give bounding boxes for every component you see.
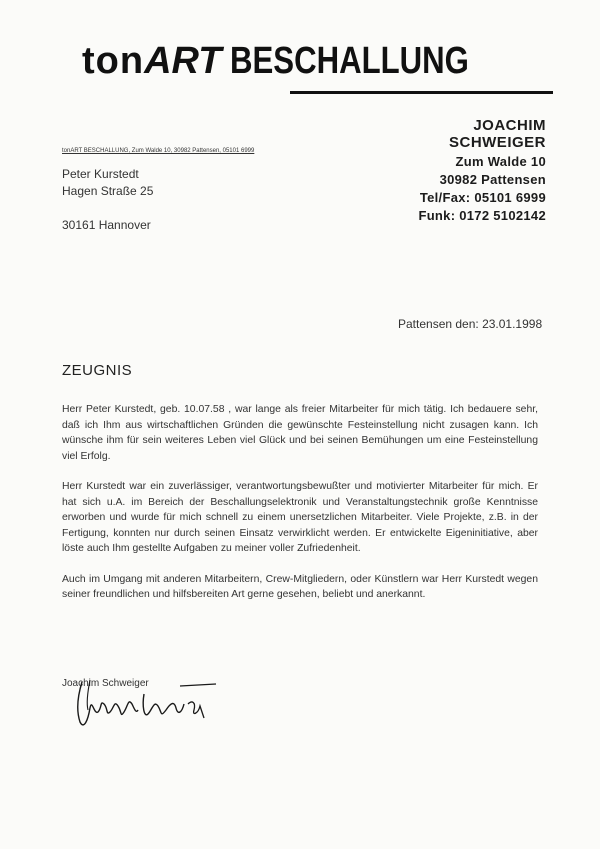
body-paragraph: Herr Peter Kurstedt, geb. 10.07.58 , war lange als freier Mitarbeiter für mich tätig. Ich bedauere sehr, daß ich Ihm aus wirtschaftlichen Gründen die gewünschte Festeinstellung nicht zusagen kann. Ich wünsche ihm für sein weiteres Leben viel Glück und bei seinen Bemühungen um eine Festeinstellung viel Erfolg. <box>62 404 538 462</box>
sender-street: Zum Walde 10 <box>455 154 546 169</box>
sender-telfax: Tel/Fax: 05101 6999 <box>419 190 546 205</box>
letterhead-rule <box>290 91 553 94</box>
sender-name: JOACHIM SCHWEIGER <box>448 117 546 151</box>
signature-name: Joachim Schweiger <box>62 678 149 689</box>
recipient-address <box>62 166 153 234</box>
recipient-name: Peter Kurstedt <box>62 167 139 181</box>
logo-art: ART <box>144 40 222 82</box>
sender-funk: Funk: 0172 5102142 <box>418 208 546 223</box>
sender-city: 30982 Pattensen <box>439 172 546 187</box>
handwritten-signature <box>70 660 230 740</box>
recipient-city: 30161 Hannover <box>62 218 151 232</box>
letter-body <box>62 402 538 618</box>
recipient-street: Hagen Straße 25 <box>62 184 154 198</box>
date-line: Pattensen den: 23.01.1998 <box>398 317 543 331</box>
logo-beschallung: BESCHALLUNG <box>229 40 469 82</box>
body-paragraph: Herr Kurstedt war ein zuverlässiger, verantwortungsbewußter und motivierter Mitarbeiter für mich. Er hat sich u.A. im Bereich der Beschallungselektronik und Veranstaltungstechnik große Kenntnisse erworben und wurde für mich schnell zu einem unersetzlichen Mitarbeiter. Viele Projekte, z.B. in der Fertigung, konnten nur durch seinen Einsatz verwirklicht werden. Er entwickelte Eigeninitiative, aber löste auch Ihm gestellte Aufgaben zu meiner voller Zufriedenheit. <box>62 481 538 554</box>
body-paragraph: Auch im Umgang mit anderen Mitarbeitern, Crew-Mitgliedern, oder Künstlern war Herr Kurstedt wegen seiner freundlichen und hilfsbereiten Art gerne gesehen, beliebt und anerkannt. <box>62 573 538 600</box>
sender-address-block <box>380 117 546 223</box>
return-address-line: tonART BESCHALLUNG, Zum Walde 10, 30982 Pattensen, 05101 6999 <box>62 148 255 154</box>
document-title: ZEUGNIS <box>62 362 133 379</box>
letterhead-logo <box>82 40 521 83</box>
logo-ton: ton <box>82 40 145 82</box>
